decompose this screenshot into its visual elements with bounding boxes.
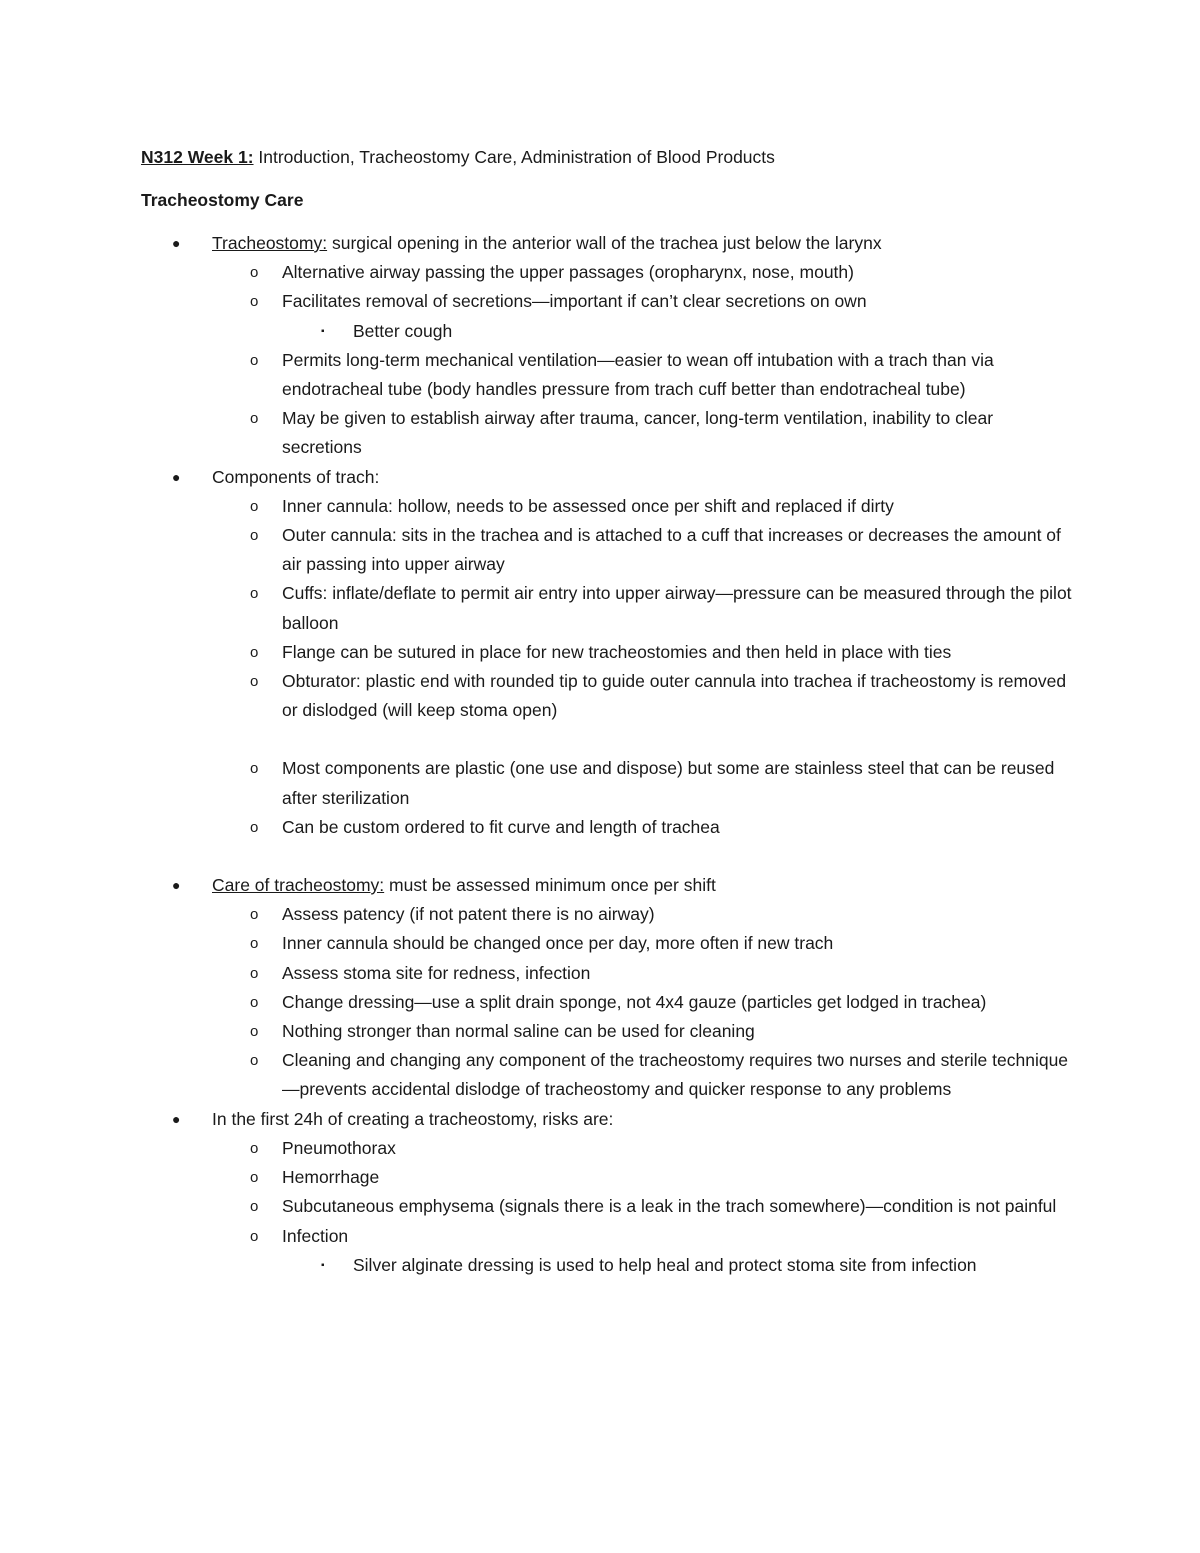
notes-outline	[0, 229, 1200, 1280]
list-item	[321, 1251, 1073, 1280]
list-item	[172, 1105, 1072, 1134]
bullet-icon: o	[250, 264, 259, 282]
list-item	[250, 813, 1072, 842]
list-item	[250, 959, 1072, 988]
term-label: Care of tracheostomy:	[212, 875, 385, 896]
bullet-icon: o	[250, 1169, 259, 1187]
bullet-icon: o	[250, 497, 259, 515]
bullet-icon: o	[250, 906, 259, 924]
item-text: Nothing stronger than normal saline can be used for cleaning	[282, 1021, 755, 1042]
bullet-icon: ●	[172, 877, 181, 894]
bullet-icon: o	[250, 935, 259, 953]
blank-line	[0, 725, 1200, 754]
item-text: In the first 24h of creating a tracheostomy, risks are:	[212, 1108, 614, 1129]
list-item	[250, 404, 1072, 462]
item-text: Subcutaneous emphysema (signals there is a leak in the trach somewhere)—condition is not painful	[282, 1196, 1057, 1217]
blank-line	[0, 842, 1200, 871]
item-text: Infection	[282, 1225, 349, 1246]
item-text: Facilitates removal of secretions—important if can’t clear secretions on own	[282, 291, 867, 312]
bullet-icon: o	[250, 293, 259, 311]
item-text: Inner cannula should be changed once per day, more often if new trach	[282, 933, 834, 954]
item-text: Silver alginate dressing is used to help heal and protect stoma site from infection	[353, 1254, 977, 1275]
bullet-icon: o	[250, 585, 259, 603]
list-item	[250, 1163, 1072, 1192]
bullet-icon: o	[250, 527, 259, 545]
item-text: May be given to establish airway after trauma, cancer, long-term ventilation, inability to clear secretions	[282, 408, 994, 458]
list-item	[250, 287, 1072, 316]
bullet-icon: o	[250, 760, 259, 778]
list-item	[250, 346, 1072, 404]
item-text: Components of trach:	[212, 466, 380, 487]
document-title	[141, 143, 775, 171]
item-text: must be assessed minimum once per shift	[384, 875, 716, 896]
bullet-icon: ▪	[321, 1259, 325, 1271]
bullet-icon: ▪	[321, 325, 325, 337]
list-item	[250, 1017, 1072, 1046]
item-text: Assess stoma site for redness, infection	[282, 962, 591, 983]
item-text: Cleaning and changing any component of the tracheostomy requires two nurses and sterile technique—prevents accidental dislodge of tracheostomy and quicker response to any problems	[282, 1050, 1069, 1100]
bullet-icon: o	[250, 1052, 259, 1070]
list-item	[250, 1046, 1072, 1104]
list-item	[250, 1192, 1072, 1221]
bullet-icon: o	[250, 1227, 259, 1245]
list-item	[250, 638, 1072, 667]
item-text: Obturator: plastic end with rounded tip to guide outer cannula into trachea if tracheostomy is removed or dislodged (will keep stoma open)	[282, 671, 1067, 721]
bullet-icon: o	[250, 1198, 259, 1216]
item-text: Pneumothorax	[282, 1137, 396, 1158]
bullet-icon: ●	[172, 468, 181, 485]
bullet-icon: o	[250, 993, 259, 1011]
item-text: surgical opening in the anterior wall of the trachea just below the larynx	[327, 233, 882, 253]
item-text: Hemorrhage	[282, 1167, 380, 1188]
bullet-icon: ●	[172, 1110, 181, 1127]
item-text: Alternative airway passing the upper passages (oropharynx, nose, mouth)	[282, 262, 854, 283]
bullet-icon: o	[250, 673, 259, 691]
item-text: Flange can be sutured in place for new tracheostomies and then held in place with ties	[282, 641, 952, 662]
list-item	[250, 988, 1072, 1017]
term-label: Tracheostomy:	[212, 233, 328, 253]
list-item	[250, 492, 1072, 521]
bullet-icon: o	[250, 964, 259, 982]
item-text: Better cough	[353, 320, 453, 341]
list-item	[250, 521, 1072, 579]
list-item	[172, 463, 1072, 492]
bullet-icon: o	[250, 1139, 259, 1157]
bullet-icon: ●	[172, 235, 181, 251]
bullet-icon: o	[250, 1023, 259, 1041]
list-item	[250, 258, 1072, 287]
list-item	[250, 1134, 1072, 1163]
list-item	[250, 900, 1072, 929]
section-heading: Tracheostomy Care	[141, 190, 304, 210]
item-text: Change dressing—use a split drain sponge, not 4x4 gauze (particles get lodged in trachea)	[282, 991, 987, 1012]
list-item	[172, 871, 1072, 900]
item-text: Cuffs: inflate/deflate to permit air entry into upper airway—pressure can be measured through the pilot balloon	[282, 583, 1072, 633]
bullet-icon: o	[250, 643, 259, 661]
item-text: Permits long-term mechanical ventilation—easier to wean off intubation with a trach than via endotracheal tube (body handles pressure from trach cuff better than endotracheal tube)	[282, 349, 994, 400]
list-item	[172, 229, 1072, 258]
list-item	[250, 579, 1072, 637]
bullet-icon: o	[250, 351, 259, 369]
list-item	[250, 929, 1072, 958]
item-text: Most components are plastic (one use and dispose) but some are stainless steel that can be reused after sterilization	[282, 758, 1055, 808]
title-topics: Introduction, Tracheostomy Care, Administration of Blood Products	[253, 147, 775, 167]
bullet-icon: o	[250, 818, 259, 836]
list-item	[250, 754, 1072, 812]
list-item	[321, 317, 1073, 346]
bullet-icon: o	[250, 410, 259, 428]
course-code: N312 Week 1:	[141, 147, 254, 167]
list-item	[250, 1222, 1072, 1251]
item-text: Outer cannula: sits in the trachea and is attached to a cuff that increases or decreases the amount of air passing into upper airway	[282, 525, 1061, 575]
item-text: Can be custom ordered to fit curve and length of trachea	[282, 816, 720, 837]
item-text: Assess patency (if not patent there is no airway)	[282, 904, 655, 925]
list-item	[250, 667, 1072, 725]
item-text: Inner cannula: hollow, needs to be assessed once per shift and replaced if dirty	[282, 495, 894, 516]
